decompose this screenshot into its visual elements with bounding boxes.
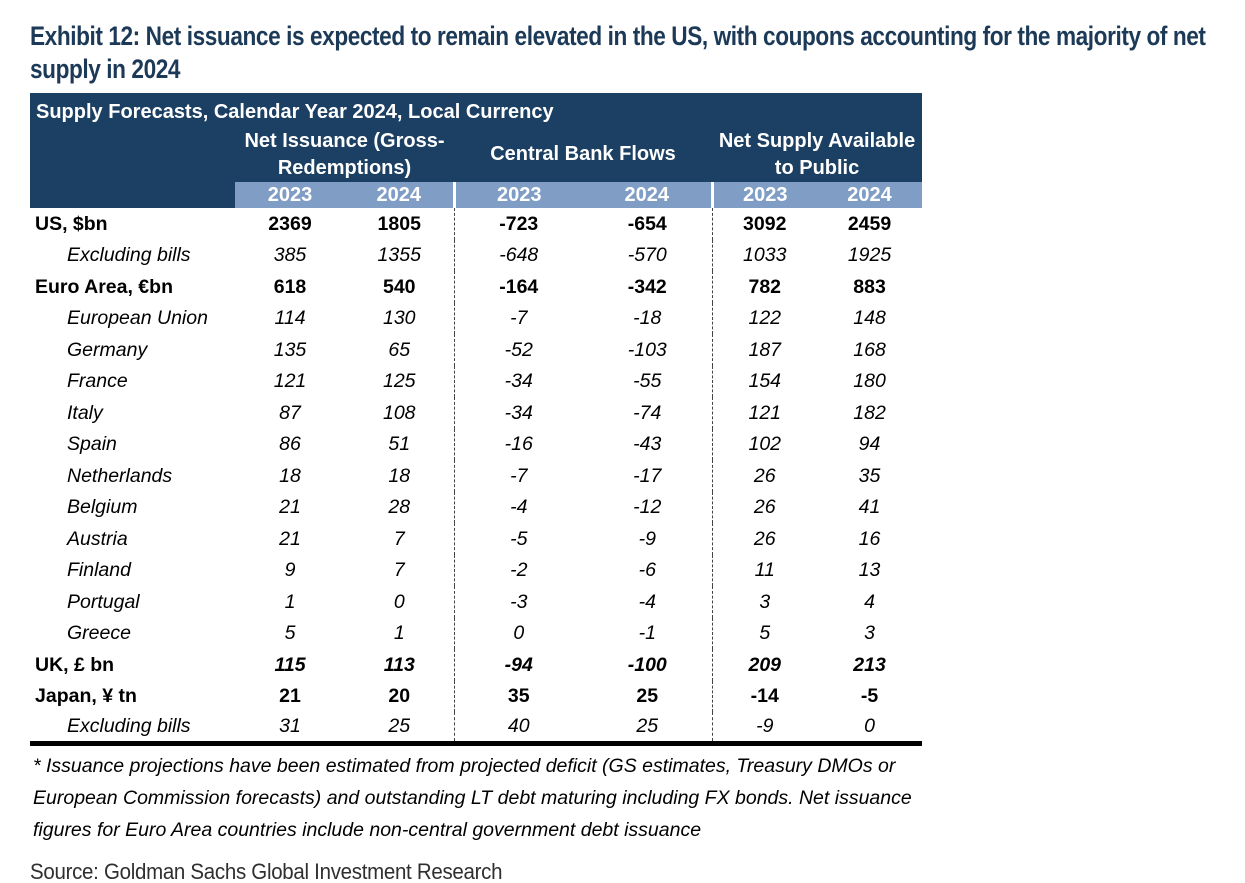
cell-value: -6 [638,559,656,582]
group-header-net-issuance: Net Issuance (Gross-Redemptions) [235,127,454,182]
table-row [30,712,922,744]
row-label: Finland [67,559,131,582]
row-label: European Union [67,307,208,330]
row-label: Germany [67,338,148,361]
cell-value: 94 [858,433,881,456]
row-label: Italy [67,401,103,424]
cell-value: 1 [284,590,296,613]
cell-value: -43 [633,433,662,456]
cell-value: -5 [860,685,879,708]
cell-value: 180 [853,370,886,393]
cell-value: -52 [454,334,583,366]
cell-value: -34 [454,397,583,429]
cell-value: -1 [638,622,656,645]
cell-value: 1 [393,622,405,645]
table-row [30,681,922,713]
cell-value: 35 [454,681,583,713]
row-label: Japan, ¥ tn [35,685,137,708]
cell-value: 1355 [377,244,421,267]
cell-value: 7 [393,559,405,582]
cell-value: -18 [633,307,662,330]
cell-value: 121 [273,370,307,393]
cell-value: 35 [858,464,881,487]
cell-value: 31 [279,715,301,738]
table-caption: Supply Forecasts, Calendar Year 2024, Local Currency [30,93,922,127]
cell-value: 16 [858,527,881,550]
cell-value: 1925 [847,244,892,267]
cell-value: 26 [712,523,817,555]
cell-value: -103 [627,338,667,361]
table-row [30,208,922,240]
table-row [30,586,922,618]
cell-value: 3 [712,586,817,618]
cell-value: 148 [853,307,886,330]
cell-value: -94 [454,649,583,681]
cell-value: 86 [279,433,301,456]
table-row [30,240,922,272]
cell-value: 102 [712,429,817,461]
cell-value: -12 [633,496,662,519]
row-label: Spain [67,433,117,456]
table-row [30,334,922,366]
cell-value: 125 [382,370,416,393]
cell-value: 25 [636,685,659,708]
cell-value: -3 [454,586,583,618]
row-label: Portugal [67,590,140,613]
cell-value: -17 [633,464,662,487]
row-label: Excluding bills [67,715,191,738]
cell-value: 21 [279,685,301,708]
cell-value: 209 [712,649,817,681]
cell-value: -100 [627,653,667,676]
cell-value: 25 [636,715,659,738]
cell-value: -74 [633,401,662,424]
row-label: Excluding bills [67,244,191,267]
supply-forecast-table [30,93,922,746]
cell-value: 0 [393,590,405,613]
cell-value: 1805 [377,212,421,235]
cell-value: -654 [627,212,667,235]
cell-value: -2 [454,555,583,587]
year-header: 2024 [583,182,712,208]
cell-value: 154 [712,366,817,398]
cell-value: 7 [393,527,405,550]
cell-value: 782 [712,271,817,303]
cell-value: 883 [853,275,886,298]
row-label: US, $bn [35,212,108,235]
cell-value: 5 [284,622,296,645]
cell-value: 3 [864,622,875,645]
table-row [30,618,922,650]
table-row [30,460,922,492]
cell-value: -55 [633,370,662,393]
cell-value: 4 [864,590,875,613]
table-row [30,303,922,335]
cell-value: -4 [454,492,583,524]
row-label: France [67,370,128,393]
table-row [30,271,922,303]
group-header-net-supply: Net Supply Available to Public [712,127,922,182]
cell-value: 130 [382,307,416,330]
cell-value: 182 [853,401,886,424]
row-label: Belgium [67,496,138,519]
row-label-column-header [30,127,235,182]
cell-value: -7 [454,303,583,335]
cell-value: -723 [454,208,583,240]
cell-value: 65 [388,338,411,361]
footnote: * Issuance projections have been estimated from projected deficit (GS estimates, Treasury DMOs or European Commission forecasts) and outstanding LT debt maturing including FX bonds. Net issuance figures for Euro Area countries include non-central government debt issuance [33,755,912,841]
year-header-row [30,182,922,208]
row-label: Greece [67,622,131,645]
table-caption-row [30,93,922,127]
cell-value: 51 [388,433,411,456]
table-row [30,555,922,587]
cell-value: 2459 [847,212,892,235]
cell-value: 2369 [268,212,312,235]
cell-value: 213 [853,653,886,676]
row-label: UK, £ bn [35,653,115,676]
cell-value: 135 [273,338,307,361]
cell-value: 11 [712,555,817,587]
cell-value: 168 [853,338,886,361]
cell-value: -4 [638,590,656,613]
row-label: Netherlands [67,464,173,487]
year-header: 2024 [345,182,454,208]
cell-value: 114 [274,307,306,330]
cell-value: 18 [388,464,411,487]
cell-value: 121 [712,397,817,429]
cell-value: -164 [454,271,583,303]
cell-value: 540 [382,275,416,298]
table-row [30,366,922,398]
group-header-central-bank-flows: Central Bank Flows [454,127,712,182]
cell-value: -14 [712,681,817,713]
cell-value: -648 [454,240,583,272]
cell-value: 28 [388,496,411,519]
cell-value: -5 [454,523,583,555]
cell-value: -342 [627,275,667,298]
cell-value: -7 [454,460,583,492]
cell-value: -9 [712,712,817,744]
cell-value: 21 [279,496,301,519]
cell-value: 0 [864,715,875,738]
row-label: Austria [67,527,128,550]
cell-value: 108 [382,401,416,424]
exhibit-title: Exhibit 12: Net issuance is expected to remain elevated in the US, with coupons accounting for the majority of net supply in 2024 [30,21,1206,85]
cell-value: 18 [279,464,301,487]
cell-value: 122 [712,303,817,335]
cell-value: 87 [279,401,301,424]
cell-value: 13 [858,559,881,582]
cell-value: 0 [454,618,583,650]
source-line: Source: Goldman Sachs Global Investment Research [30,859,503,883]
cell-value: 21 [279,527,301,550]
cell-value: -34 [454,366,583,398]
year-header: 2023 [454,182,583,208]
cell-value: 26 [712,460,817,492]
row-label: Euro Area, €bn [35,275,173,298]
table-row [30,523,922,555]
year-header: 2023 [712,182,817,208]
cell-value: 115 [274,653,306,676]
table-body [30,208,922,744]
cell-value: 25 [388,715,411,738]
table-row [30,649,922,681]
cell-value: 9 [284,559,296,582]
year-header: 2024 [817,182,922,208]
table-row [30,492,922,524]
cell-value: 385 [273,244,307,267]
table-row [30,397,922,429]
cell-value: 113 [383,653,415,676]
cell-value: 618 [273,275,307,298]
cell-value: -570 [627,244,667,267]
year-header: 2023 [235,182,345,208]
cell-value: 40 [454,712,583,744]
year-row-corner [30,182,235,208]
cell-value: -16 [454,429,583,461]
cell-value: 5 [712,618,817,650]
cell-value: 187 [712,334,817,366]
cell-value: 1033 [712,240,817,272]
cell-value: 3092 [712,208,817,240]
table-row [30,429,922,461]
cell-value: 41 [858,496,881,519]
cell-value: 26 [712,492,817,524]
cell-value: 20 [388,685,411,708]
column-group-row [30,127,922,182]
cell-value: -9 [638,527,656,550]
